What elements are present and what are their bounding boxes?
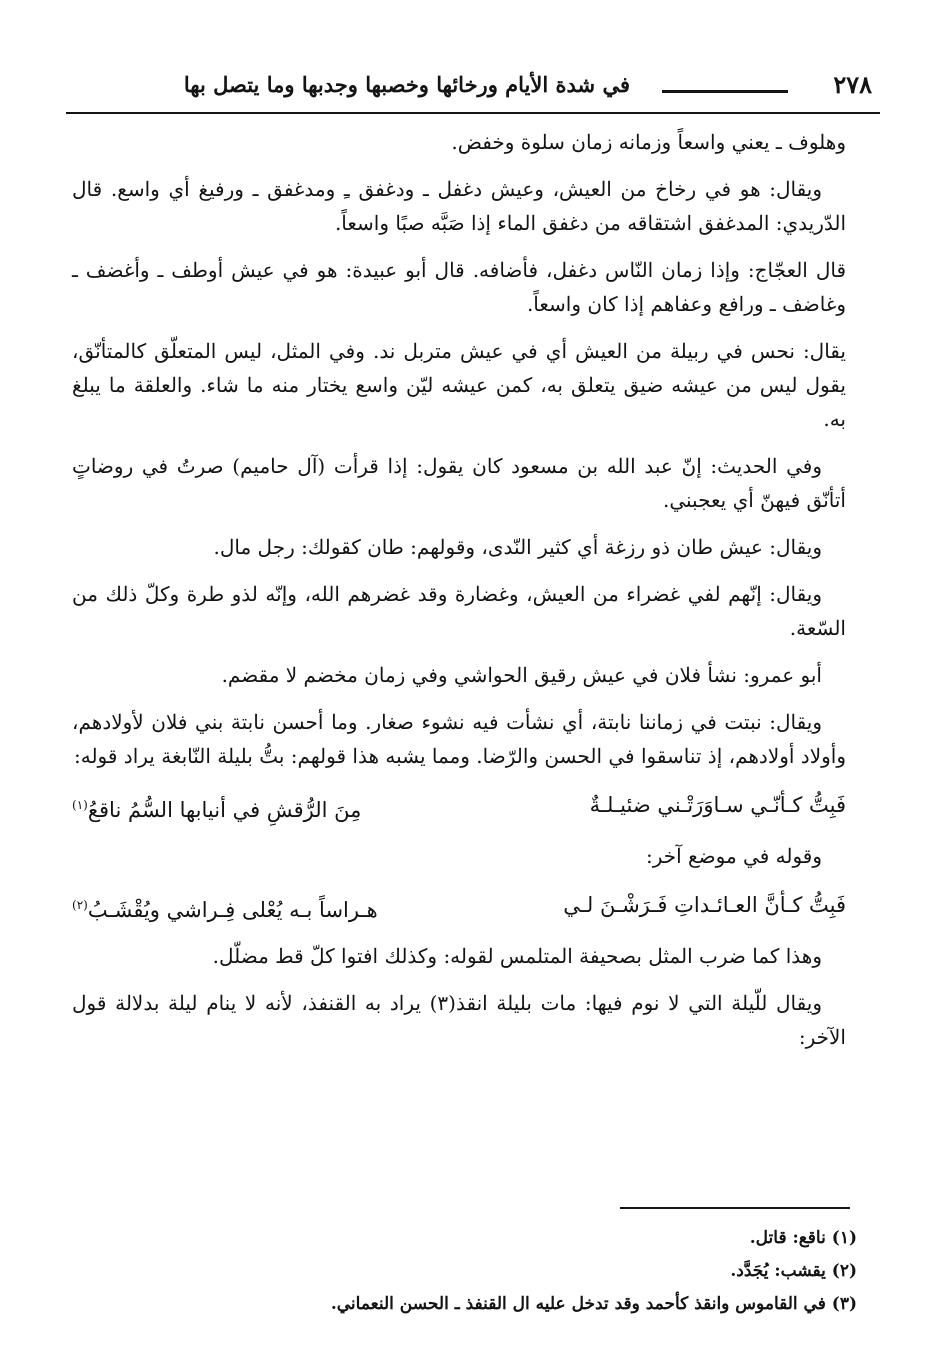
body-text bbox=[72, 125, 846, 1067]
page-number: ٢٧٨ bbox=[833, 70, 872, 99]
verse-line-1 bbox=[72, 786, 846, 829]
paragraph: ويقال: نبتت في زماننا نابتة، أي نشأت فيه نشوء صغار. وما أحسن نابتة بني فلان لأولادهم، وأولاد أولادهم، إذ تناسقوا في الحسن والرّضا. ومما يشبه هذا قولهم: بتُّ بليلة النّابغة يراد قوله: bbox=[72, 710, 846, 768]
page-header bbox=[66, 70, 880, 110]
verse-text: مِنَ الرُّقشِ في أنيابها السُّمُ ناقعُ bbox=[87, 798, 362, 822]
paragraph: وفي الحديث: إنّ عبد الله بن مسعود كان يقول: إذا قرأت (آل حاميم) صرتُ في روضاتٍ أتأنّق فيهنّ أي يعجبني. bbox=[72, 454, 846, 512]
footnote-marker: (١) bbox=[72, 798, 88, 812]
verse-second-hemistich bbox=[72, 786, 361, 829]
verse-text: هـراساً بـه يُعْلى فِـراشي ويُقْشَـبُ bbox=[87, 898, 378, 922]
verse-first-hemistich: فَبِتُّ كـأنَّ العـائـداتِ فَـرَشْـنَ لـي bbox=[563, 893, 846, 917]
footnote-separator bbox=[620, 1207, 850, 1209]
paragraph: ويقال: عيش طان ذو رزغة أي كثير النّدى، وقولهم: طان كقولك: رجل مال. bbox=[213, 535, 822, 559]
footnote-3: (٣) في القاموس وانقذ كأحمد وقد تدخل عليه ال القنفذ ـ الحسن النعماني. bbox=[330, 1294, 857, 1314]
paragraph: يقال: نحس في ربيلة من العيش أي في عيش متربل ند. وفي المثل، ليس المتعلّق كالمتأنّق، يقول ليس من عيشه ضيق يتعلق به، كمن عيشه ليّن واسع يختار منه ما شاء. والعلقة ما يبلغ به. bbox=[72, 339, 846, 431]
verse-second-hemistich bbox=[72, 886, 378, 929]
footnote-2: (٢) يقشب: يُجَدَّد. bbox=[730, 1261, 857, 1281]
verse-intro: وقوله في موضع آخر: bbox=[645, 844, 822, 868]
verse-first-hemistich: فَبِتُّ كـأنّـي سـاوَرَتْـني ضئيـلـةٌ bbox=[589, 793, 846, 817]
running-title: في شدة الأيام ورخائها وخصبها وجدبها وما يتصل بها bbox=[183, 72, 630, 97]
paragraph: ويقال: هو في رخاخ من العيش، وعيش دغفل ـ ودغفق ـِ ومدغفق ـ ورفيغ أي واسع. قال الدّريدي: المدغفق اشتقاقه من دغفق الماء إذا صَبَّه صبًا واسعاً. bbox=[72, 177, 846, 235]
paragraph: وهذا كما ضرب المثل بصحيفة المتلمس لقوله: وكذلك افتوا كلّ قط مضلّل. bbox=[212, 944, 822, 968]
verse-line-2 bbox=[72, 886, 846, 929]
paragraph: ويقال للّيلة التي لا نوم فيها: مات بليلة انقذ(٣) يراد به القنفذ، لأنه لا ينام ليلة بدلالة قول الآخر: bbox=[72, 991, 846, 1049]
paragraph: قال العجّاج: وإذا زمان النّاس دغفل، فأضافه. قال أبو عبيدة: هو في عيش أوطف ـ وأغضف ـ وغاضف ـ ورافع وعفاهم إذا كان واسعاً. bbox=[72, 258, 846, 316]
footnotes bbox=[300, 1222, 857, 1321]
header-dash-rule bbox=[662, 90, 788, 93]
paragraph: ويقال: إنّهم لفي غضراء من العيش، وغضارة وقد غضرهم الله، وإنّه لذو طرة وكلّ ذلك من السّعة. bbox=[72, 582, 846, 640]
paragraph: أبو عمرو: نشأ فلان في عيش رقيق الحواشي وفي زمان مخضم لا مقضم. bbox=[221, 663, 822, 687]
paragraph: وهلوف ـ يعني واسعاً وزمانه زمان سلوة وخفض. bbox=[451, 130, 846, 154]
header-underline bbox=[66, 112, 880, 114]
footnote-marker: (٢) bbox=[72, 898, 88, 912]
footnote-1: (١) ناقع: قاتل. bbox=[749, 1228, 857, 1248]
